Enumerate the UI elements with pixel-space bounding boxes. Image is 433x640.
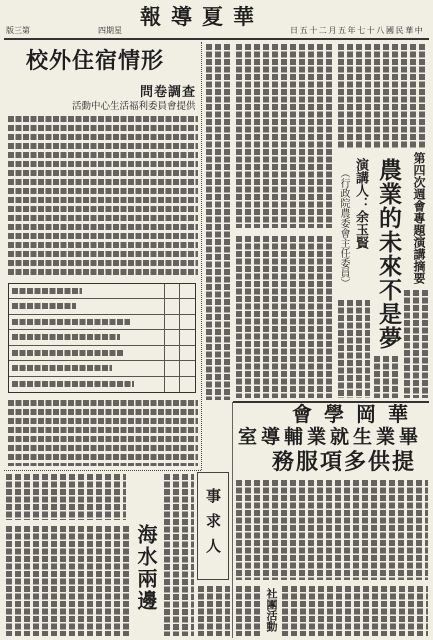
survey-table-checkbox xyxy=(165,346,180,361)
club-activities-body xyxy=(282,586,428,636)
jobs-label: 事求人 xyxy=(204,488,222,563)
agriculture-article-body xyxy=(236,44,332,228)
header-rule xyxy=(4,38,429,40)
survey-table-checkbox xyxy=(165,284,180,299)
survey-table-row-label xyxy=(9,330,165,345)
career-article-org: 會學岡華 xyxy=(292,402,420,426)
survey-table-checkbox xyxy=(180,330,195,345)
survey-table-checkbox xyxy=(180,377,195,392)
agriculture-article-speaker: 演講人：余玉賢 xyxy=(353,158,368,249)
survey-table-checkbox xyxy=(165,315,180,330)
survey-table-checkbox xyxy=(165,361,180,376)
survey-table-row-label xyxy=(9,346,165,361)
weekday-label: 四期星 xyxy=(98,26,122,35)
dorm-article-subtitle: 問卷調查 xyxy=(140,85,197,100)
agriculture-article-title: 農業的未來不是夢 xyxy=(375,158,402,350)
survey-table-checkbox xyxy=(165,330,180,345)
column-article-body xyxy=(164,474,194,636)
masthead-title: 報導夏華 xyxy=(140,4,264,29)
survey-table-checkbox xyxy=(180,284,195,299)
edition-label: 版三第 xyxy=(6,26,30,35)
survey-table-checkbox xyxy=(180,361,195,376)
dorm-article-provider: 活動中心生活福利委員會提供 xyxy=(72,101,196,112)
agriculture-article-body xyxy=(338,300,370,398)
dorm-article-body xyxy=(8,116,198,275)
bottom-left-article-body xyxy=(6,474,126,520)
survey-table-checkbox xyxy=(180,315,195,330)
survey-table xyxy=(8,283,196,393)
section-divider xyxy=(4,470,201,471)
survey-table-checkbox xyxy=(180,346,195,361)
agriculture-article-body xyxy=(374,356,400,398)
survey-table-row-label xyxy=(9,284,165,299)
dorm-article-body xyxy=(8,400,198,466)
survey-table-row-label xyxy=(9,377,165,392)
agriculture-article-body xyxy=(404,290,428,398)
career-article-headline: 務服項多供提 xyxy=(272,449,417,475)
agriculture-article-speaker-title: （行政院農委會主任委員） xyxy=(338,168,349,288)
column-article-body xyxy=(6,526,130,636)
survey-table-row-label xyxy=(9,315,165,330)
survey-table-checkbox xyxy=(180,299,195,314)
issue-date: 日五十二月五年七十八國民華中 xyxy=(290,26,425,35)
agriculture-article-body xyxy=(236,236,332,398)
jobs-body xyxy=(198,586,230,636)
column-divider xyxy=(232,402,233,638)
survey-table-row-label xyxy=(9,361,165,376)
survey-table-row-label xyxy=(9,299,165,314)
column-article-title: 海水兩邊 xyxy=(134,524,158,612)
career-article-body xyxy=(236,480,428,580)
career-article-body xyxy=(236,586,262,636)
club-activities-label: 社團活動 xyxy=(265,588,278,632)
agriculture-article-body xyxy=(206,44,230,400)
dorm-article-title: 校外住宿情形 xyxy=(26,48,165,74)
agriculture-article-series: 第四次週會專題演講摘要 xyxy=(412,152,426,284)
survey-table-checkbox xyxy=(165,299,180,314)
career-article-office: 室導輔業就生業畢 xyxy=(238,426,423,448)
column-divider xyxy=(201,42,202,470)
survey-table-checkbox xyxy=(165,377,180,392)
agriculture-article-body xyxy=(338,44,428,148)
